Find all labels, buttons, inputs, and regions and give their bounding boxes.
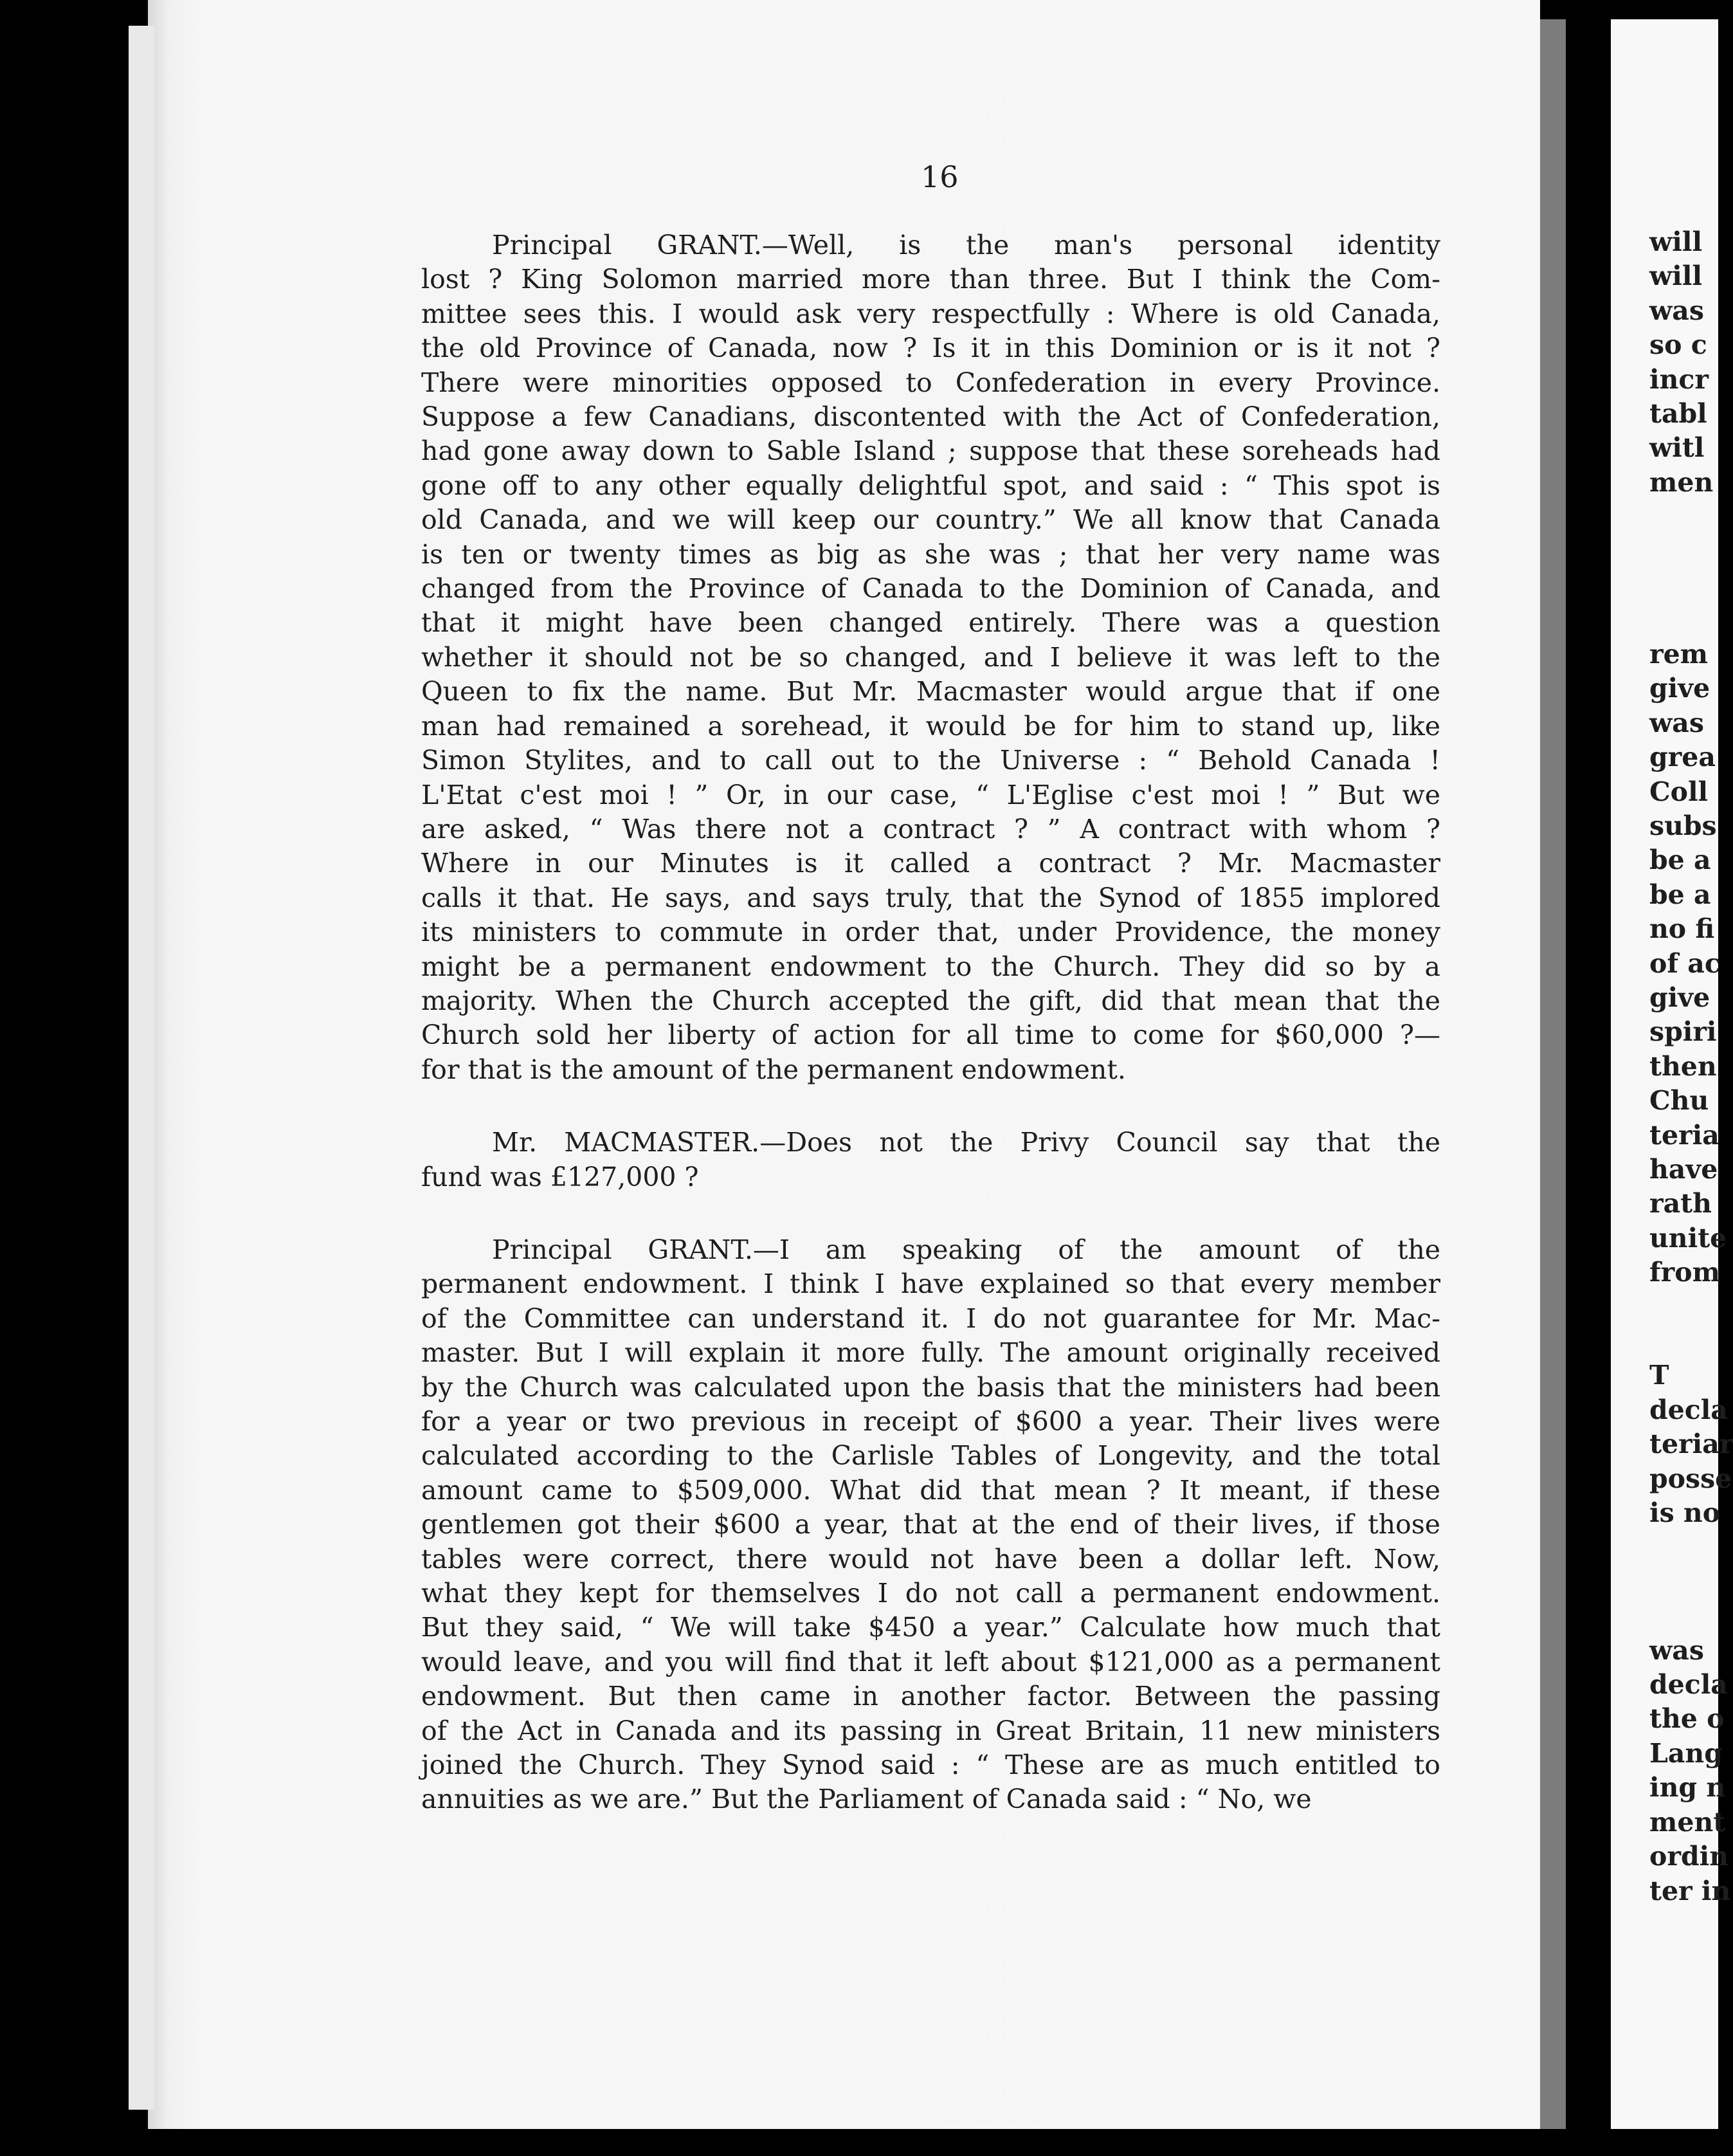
- facing-page-fragment: so c: [1649, 329, 1707, 361]
- facing-page-fragment: T: [1649, 1360, 1669, 1391]
- facing-page-fragment: ter in: [1649, 1875, 1731, 1906]
- facing-page-fragment: no fi: [1649, 913, 1715, 945]
- page-edge: [129, 26, 154, 2110]
- paragraph-mr-macmaster: [421, 1126, 1440, 1194]
- text-line: for a year or two previous in receipt of $600 a year. Their lives were: [421, 1406, 1440, 1437]
- facing-page-fragment: was: [1649, 707, 1704, 738]
- facing-page-fragment: rath: [1649, 1188, 1712, 1220]
- facing-page-fragment: [1649, 500, 1733, 534]
- text-line: majority. When the Church accepted the gift, did that mean that the: [421, 985, 1440, 1016]
- text-line: gone off to any other equally delightful spot, and said : “ This spot is: [421, 470, 1440, 501]
- text-line: Suppose a few Canadians, discontented with the Act of Confederation,: [421, 401, 1440, 433]
- text-line: of the Committee can understand it. I do not guarantee for Mr. Mac-: [421, 1302, 1440, 1334]
- facing-page-fragment: [1649, 1530, 1733, 1564]
- text-line: tables were correct, there would not have been a dollar left. Now,: [421, 1543, 1440, 1575]
- text-line: Church sold her liberty of action for all time to come for $60,000 ?—: [421, 1019, 1440, 1051]
- text-line: that it might have been changed entirely. There was a question: [421, 607, 1440, 639]
- facing-page-fragment: Lang: [1649, 1737, 1723, 1769]
- text-line: endowment. But then came in another factor. Between the passing: [421, 1681, 1440, 1712]
- text-line: of the Act in Canada and its passing in Great Britain, 11 new ministers: [421, 1715, 1440, 1746]
- facing-page-fragment: ing n: [1649, 1772, 1726, 1804]
- text-line: Principal GRANT.—Well, is the man's personal identity: [492, 230, 1440, 260]
- facing-page-fragment: Coll: [1649, 776, 1709, 807]
- facing-page-fragment: witl: [1649, 432, 1705, 464]
- text-line: master. But I will explain it more fully. The amount originally received: [421, 1337, 1440, 1369]
- paragraph-principal-grant-1: [421, 228, 1440, 1087]
- text-line: by the Church was calculated upon the basis that the ministers had been: [421, 1371, 1440, 1403]
- text-line: Where in our Minutes is it called a contract ? Mr. Macmaster: [421, 848, 1440, 879]
- facing-page-fragment: give: [1649, 982, 1710, 1013]
- facing-page-fragment: was: [1649, 295, 1704, 326]
- facing-page-fragment: [1649, 1290, 1733, 1324]
- facing-page-fragment: teriar: [1649, 1429, 1733, 1460]
- text-line: are asked, “ Was there not a contract ? ” A contract with whom ?: [421, 813, 1440, 845]
- text-line: But they said, “ We will take $450 a year.” Calculate how much that: [421, 1612, 1440, 1643]
- text-line: calls it that. He says, and says truly, that the Synod of 1855 implored: [421, 882, 1440, 913]
- facing-page-fragment: teria: [1649, 1119, 1719, 1151]
- facing-page-fragment: rem: [1649, 638, 1709, 670]
- scan-left-margin: [0, 0, 148, 2156]
- facing-page-fragment: will: [1649, 226, 1703, 257]
- text-line: Mr. MACMASTER.—Does not the Privy Council say that the: [492, 1127, 1440, 1158]
- text-line: annuities as we are.” But the Parliament of Canada said : “ No, we: [421, 1784, 1312, 1815]
- facing-page-fragments: [1649, 225, 1733, 1908]
- facing-page-fragment: grea: [1649, 742, 1716, 773]
- facing-page-fragment: men: [1649, 466, 1714, 498]
- facing-page-fragment: subs: [1649, 810, 1717, 841]
- text-line: Queen to fix the name. But Mr. Macmaster would argue that if one: [421, 676, 1440, 708]
- facing-page-fragment: unite: [1649, 1222, 1727, 1254]
- facing-page-fragment: give: [1649, 673, 1710, 704]
- facing-page-fragment: posse: [1649, 1463, 1732, 1494]
- facing-page-fragment: decla: [1649, 1394, 1728, 1425]
- facing-page-fragment: [1649, 569, 1733, 603]
- facing-page-fragment: incr: [1649, 363, 1709, 395]
- book-gutter: [1566, 19, 1611, 2129]
- facing-page-fragment: of ac: [1649, 947, 1721, 979]
- facing-page-fragment: have: [1649, 1153, 1718, 1185]
- facing-page-fragment: spiri: [1649, 1016, 1717, 1048]
- page-gutter-shadow: [1540, 19, 1566, 2129]
- text-line: might be a permanent endowment to the Church. They did so by a: [421, 951, 1440, 982]
- text-line: old Canada, and we will keep our country.” We all know that Canada: [421, 504, 1440, 536]
- page-text: [421, 228, 1440, 1856]
- facing-page-fragment: ment: [1649, 1806, 1726, 1838]
- facing-page-fragment: be a: [1649, 845, 1711, 876]
- text-line: what they kept for themselves I do not call a permanent endowment.: [421, 1578, 1440, 1609]
- text-line: mittee sees this. I would ask very respectfully : Where is old Canada,: [421, 298, 1440, 329]
- text-line: changed from the Province of Canada to the Dominion of Canada, and: [421, 573, 1440, 605]
- text-line: joined the Church. They Synod said : “ These are as much entitled to: [421, 1749, 1440, 1781]
- facing-page-fragment: is no: [1649, 1497, 1721, 1529]
- text-line: fund was £127,000 ?: [421, 1161, 699, 1192]
- facing-page-fragment: was: [1649, 1634, 1704, 1666]
- facing-page-fragment: then: [1649, 1050, 1717, 1082]
- paragraph-principal-grant-2: [421, 1233, 1440, 1817]
- text-line: man had remained a sorehead, it would be for him to stand up, like: [421, 710, 1440, 742]
- facing-page-fragment: [1649, 603, 1733, 637]
- text-line: amount came to $509,000. What did that mean ? It meant, if these: [421, 1474, 1440, 1506]
- text-line: permanent endowment. I think I have explained so that every member: [421, 1268, 1440, 1300]
- facing-page-fragment: Chu: [1649, 1085, 1709, 1117]
- facing-page-fragment: from: [1649, 1257, 1720, 1288]
- text-line: There were minorities opposed to Confederation in every Province.: [421, 367, 1440, 398]
- text-line: the old Province of Canada, now ? Is it in this Dominion or is it not ?: [421, 333, 1440, 364]
- text-line: its ministers to commute in order that, under Providence, the money: [421, 917, 1440, 948]
- facing-page-fragment: [1649, 1565, 1733, 1599]
- text-line: Principal GRANT.—I am speaking of the amount of the: [492, 1234, 1440, 1265]
- text-line: gentlemen got their $600 a year, that at the end of their lives, if those: [421, 1509, 1440, 1540]
- facing-page-fragment: [1649, 1324, 1733, 1358]
- text-line: Simon Stylites, and to call out to the Universe : “ Behold Canada !: [421, 745, 1440, 776]
- facing-page-fragment: decla: [1649, 1669, 1728, 1701]
- text-line: had gone away down to Sable Island ; suppose that these soreheads had: [421, 435, 1440, 467]
- facing-page-fragment: will: [1649, 260, 1703, 292]
- page-number: 16: [921, 160, 959, 194]
- text-line: L'Etat c'est moi ! ” Or, in our case, “ L'Eglise c'est moi ! ” But we: [421, 779, 1440, 810]
- text-line: would leave, and you will find that it left about $121,000 as a permanent: [421, 1646, 1440, 1677]
- text-line: is ten or twenty times as big as she was ; that her very name was: [421, 538, 1440, 570]
- text-line: lost ? King Solomon married more than three. But I think the Com-: [421, 264, 1440, 295]
- facing-page-fragment: tabl: [1649, 398, 1707, 430]
- text-line: calculated according to the Carlisle Tables of Longevity, and the total: [421, 1440, 1440, 1472]
- facing-page-fragment: ordin: [1649, 1841, 1728, 1872]
- facing-page-fragment: be a: [1649, 879, 1711, 910]
- text-line: for that is the amount of the permanent endowment.: [421, 1054, 1126, 1085]
- facing-page-fragment: [1649, 534, 1733, 569]
- facing-page-fragment: the o: [1649, 1703, 1725, 1735]
- text-line: whether it should not be so changed, and I believe it was left to the: [421, 641, 1440, 673]
- facing-page-fragment: [1649, 1599, 1733, 1633]
